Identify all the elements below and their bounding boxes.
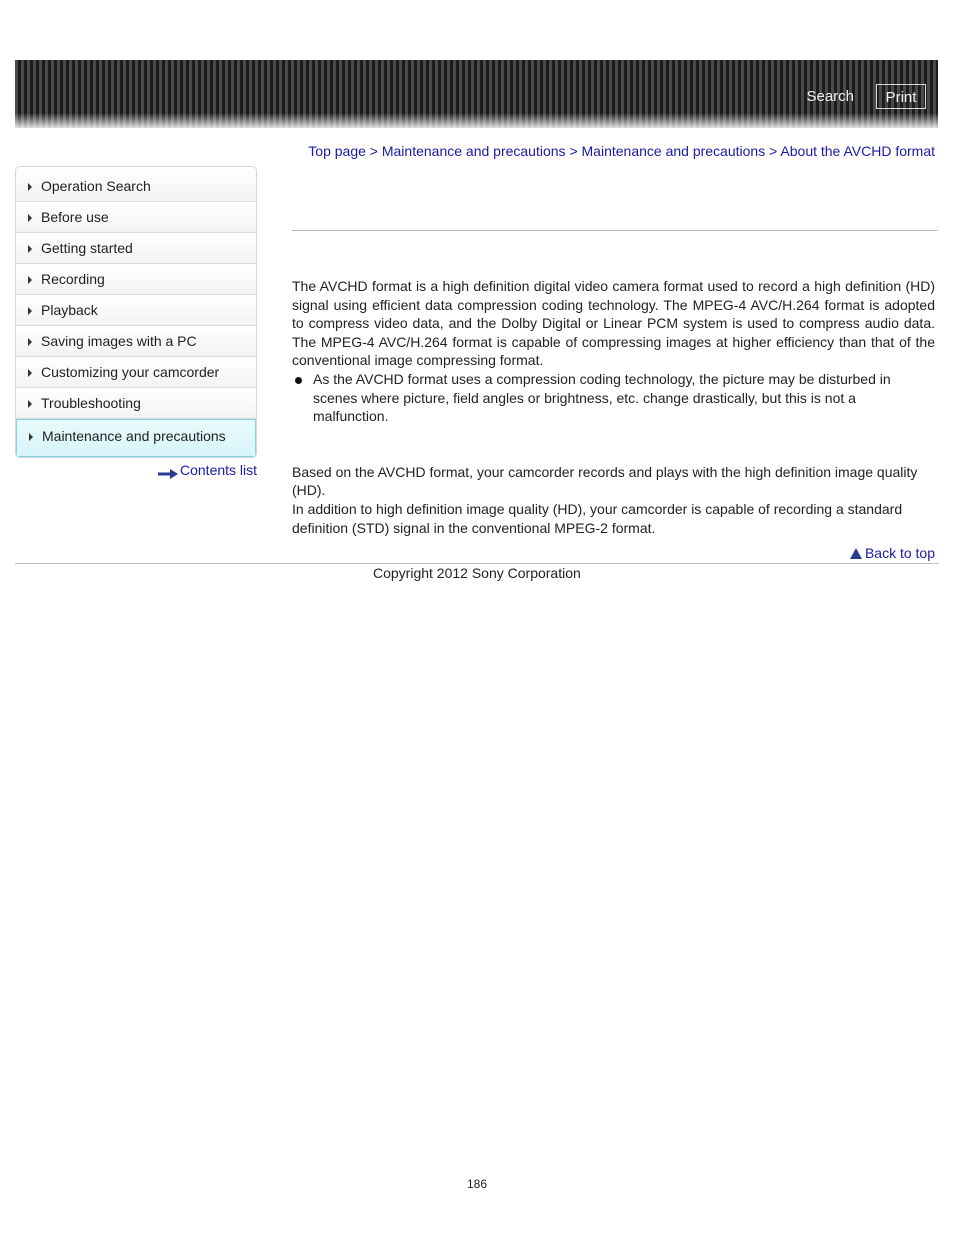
contents-list-link[interactable]	[158, 462, 257, 478]
sidebar-item-before-use[interactable]	[16, 202, 256, 233]
caret-right-icon	[28, 245, 32, 253]
notes-list	[292, 370, 935, 426]
contents-list-label: Contents list	[180, 462, 258, 478]
sidebar-item-label: Operation Search	[41, 178, 151, 194]
caret-right-icon	[28, 307, 32, 315]
sidebar-item-label: Getting started	[41, 240, 133, 256]
list-item	[292, 370, 935, 426]
note-text: As the AVCHD format uses a compression coding technology, the picture may be disturbed in scenes where picture, field angles or brightness, etc. change drastically, but this is not a malfunction.	[313, 370, 891, 425]
sidebar-item-label: Customizing your camcorder	[41, 364, 220, 380]
breadcrumb	[308, 143, 935, 159]
breadcrumb-separator: >	[369, 143, 378, 159]
format-paragraph-line2: In addition to high definition image quality (HD), your camcorder is capable of recording a standard definition (STD) signal in the conventional MPEG-2 format.	[292, 500, 903, 536]
copyright-text: Copyright 2012 Sony Corporation	[373, 565, 581, 581]
page-number: 186	[466, 1177, 488, 1191]
search-button[interactable]: Search	[806, 88, 854, 105]
caret-right-icon	[28, 369, 32, 377]
breadcrumb-current-page[interactable]: About the AVCHD format	[780, 143, 935, 159]
caret-right-icon	[28, 400, 32, 408]
sidebar-item-label: Maintenance and precautions	[42, 428, 226, 444]
sidebar-item-label: Before use	[41, 209, 109, 225]
breadcrumb-separator: >	[569, 143, 578, 159]
caret-right-icon	[29, 433, 33, 441]
format-paragraph-line1: Based on the AVCHD format, your camcorder records and plays with the high definition image quality (HD).	[292, 463, 918, 499]
breadcrumb-top-page[interactable]: Top page	[308, 143, 366, 159]
main-content	[292, 277, 935, 537]
caret-right-icon	[28, 214, 32, 222]
caret-right-icon	[28, 338, 32, 346]
breadcrumb-separator: >	[769, 143, 778, 159]
sidebar-item-label: Playback	[41, 302, 98, 318]
caret-right-icon	[28, 183, 32, 191]
format-paragraph	[292, 463, 935, 537]
breadcrumb-maintenance-1[interactable]: Maintenance and precautions	[381, 143, 566, 159]
back-to-top-link[interactable]	[850, 545, 935, 561]
sidebar-item-recording[interactable]	[16, 264, 256, 295]
sidebar-item-label: Troubleshooting	[41, 395, 141, 411]
intro-paragraph: The AVCHD format is a high definition digital video camera format used to record a high definition (HD) signal using efficient data compression coding technology. The MPEG-4 AVC/H.264 format is adopted to compress video data, and the Dolby Digital or Linear PCM system is used to compress audio data. The MPEG-4 AVC/H.264 format is capable of compressing images at higher efficiency than that of the conventional image compressing format.	[292, 278, 935, 369]
sidebar-item-label: Saving images with a PC	[41, 333, 197, 349]
triangle-up-icon	[850, 548, 862, 559]
footer-divider	[15, 563, 938, 564]
sidebar-item-saving-images[interactable]	[16, 326, 256, 357]
caret-right-icon	[28, 276, 32, 284]
sidebar-item-troubleshooting[interactable]	[16, 388, 256, 419]
sidebar-item-playback[interactable]	[16, 295, 256, 326]
sidebar-item-operation-search[interactable]	[16, 167, 256, 202]
arrow-right-icon	[158, 466, 178, 476]
print-button[interactable]: Print	[876, 84, 926, 109]
sidebar-item-maintenance[interactable]	[16, 419, 256, 457]
bullet-icon	[295, 377, 302, 384]
breadcrumb-maintenance-2[interactable]: Maintenance and precautions	[581, 143, 766, 159]
back-to-top-label: Back to top	[864, 545, 935, 561]
sidebar-item-customizing[interactable]	[16, 357, 256, 388]
sidebar-item-label: Recording	[41, 271, 105, 287]
sidebar-nav	[15, 166, 257, 458]
sidebar-item-getting-started[interactable]	[16, 233, 256, 264]
title-divider	[292, 230, 938, 231]
header-bar	[15, 60, 938, 128]
